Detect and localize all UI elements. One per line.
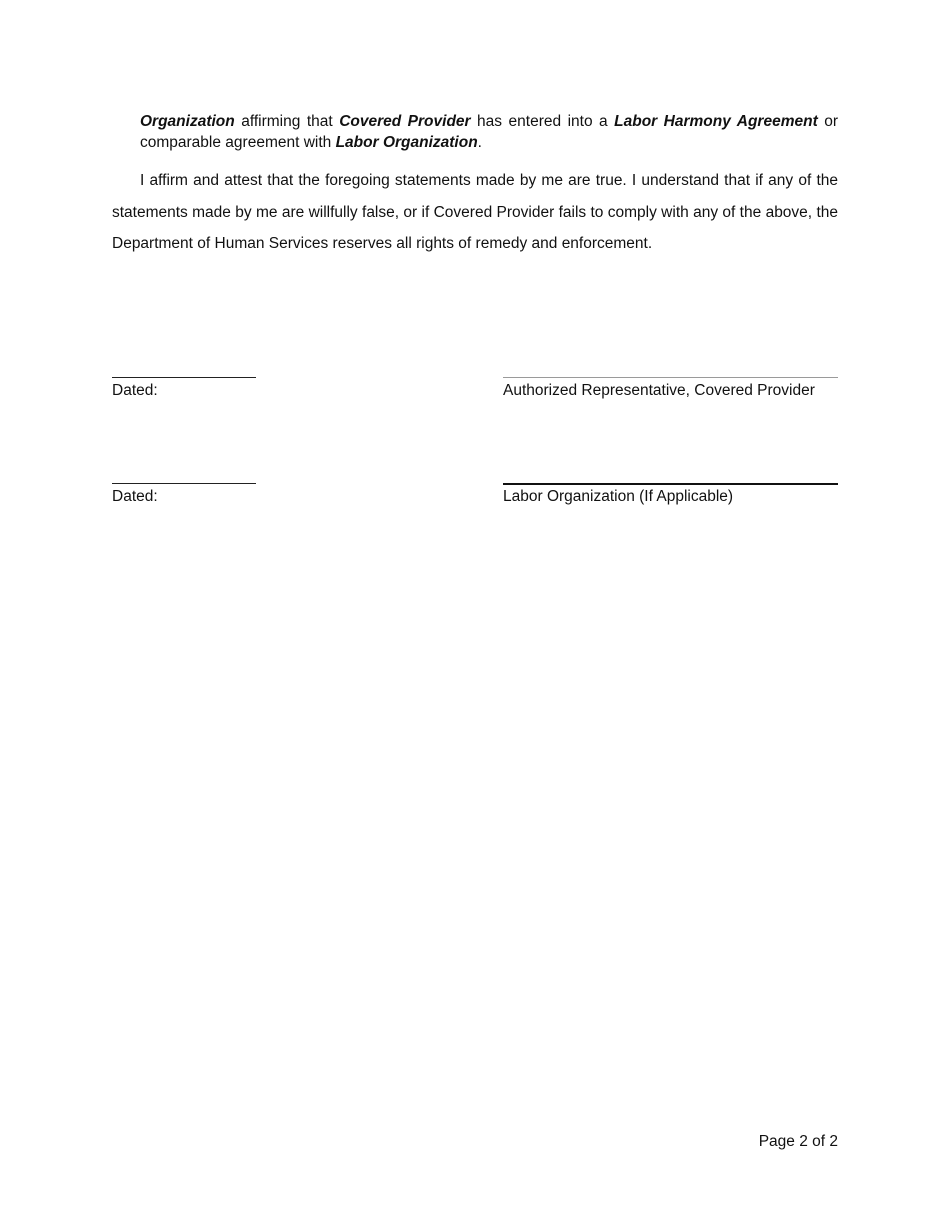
dated-label-1: Dated: — [112, 382, 158, 399]
labor-organization-signature-line — [503, 483, 838, 485]
term-labor-organization: Labor Organization — [335, 134, 478, 151]
term-covered-provider: Covered Provider — [339, 113, 471, 130]
paragraph-text: has entered into a — [470, 113, 615, 130]
labor-organization-label: Labor Organization (If Applicable) — [503, 488, 734, 505]
page-number: Page 2 of 2 — [758, 1133, 838, 1150]
date-signature-line-1 — [112, 377, 256, 378]
term-organization: Organization — [140, 113, 235, 130]
paragraph-text: or comparable agreement with — [140, 113, 838, 151]
date-signature-line-2 — [112, 483, 256, 484]
paragraph-text: affirming that — [234, 113, 340, 130]
dated-label-2: Dated: — [112, 488, 158, 505]
attestation-paragraph: I affirm and attest that the foregoing statements made by me are true. I understand that if any of the statements made by me are willfully false, or if Covered Provider fails to comply with any of the above, the Department of Human Services reserves all rights of remedy and enforcement. — [112, 172, 838, 252]
term-labor-harmony-agreement: Labor Harmony Agreement — [614, 113, 818, 130]
authorized-representative-label: Authorized Representative, Covered Provider — [503, 382, 815, 399]
paragraph-text: . — [477, 134, 482, 151]
continued-paragraph — [140, 111, 838, 153]
representative-signature-line — [503, 377, 838, 378]
